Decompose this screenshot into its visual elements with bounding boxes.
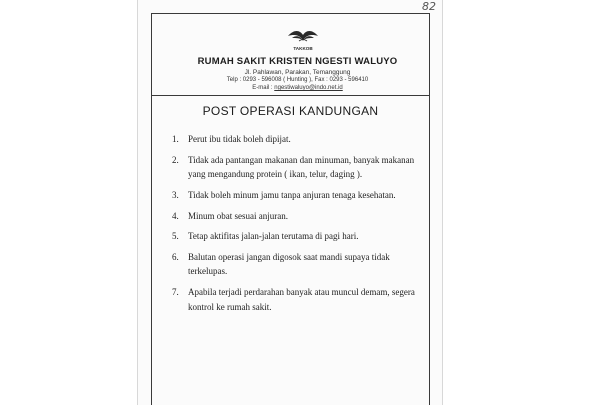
page-number: 82 bbox=[422, 0, 436, 13]
list-item bbox=[172, 188, 422, 203]
logo-text: TAKKOB bbox=[293, 46, 313, 51]
item-number: 4. bbox=[172, 210, 179, 221]
list-item bbox=[172, 132, 422, 147]
document-title: POST OPERASI KANDUNGAN bbox=[202, 104, 379, 118]
item-text: Tidak boleh minum jamu tanpa anjuran tenaga kesehatan. bbox=[188, 189, 396, 200]
hospital-email: ngestiwaluyo@indo.net.id bbox=[274, 85, 343, 91]
hospital-phone: Telp : 0293 - 596008 ( Hunting ), Fax : 0293 - 596410 bbox=[226, 77, 369, 83]
list-item bbox=[172, 209, 422, 224]
item-number: 1. bbox=[172, 134, 179, 144]
item-number: 2. bbox=[172, 154, 179, 165]
list-item bbox=[172, 229, 422, 244]
header-divider bbox=[151, 95, 430, 96]
hospital-name: RUMAH SAKIT KRISTEN NGESTI WALUYO bbox=[197, 56, 398, 67]
hospital-address: Jl. Pahlawan, Parakan, Temanggung bbox=[244, 69, 351, 76]
item-number: 3. bbox=[172, 189, 179, 200]
item-text: Perut ibu tidak boleh dipijat. bbox=[188, 134, 291, 144]
item-text: Minum obat sesuai anjuran. bbox=[188, 210, 288, 221]
item-number: 6. bbox=[172, 251, 179, 262]
item-number: 7. bbox=[172, 287, 179, 298]
item-text: Tidak ada pantangan makanan dan minuman, banyak makanan yang mengandung protein ( ikan, telur, daging ). bbox=[188, 154, 415, 180]
list-item bbox=[172, 153, 422, 182]
item-text: Tetap aktifitas jalan-jalan terutama di pagi hari. bbox=[188, 231, 359, 242]
hospital-email-line bbox=[138, 85, 442, 91]
instruction-list bbox=[172, 132, 422, 320]
list-item bbox=[172, 285, 422, 314]
hospital-logo bbox=[286, 25, 320, 53]
item-text: Balutan operasi jangan digosok saat mandi supaya tidak terkelupas. bbox=[188, 251, 390, 277]
document-page bbox=[137, 0, 443, 405]
item-text: Apabila terjadi perdarahan banyak atau muncul demam, segera kontrol ke rumah sakit. bbox=[188, 287, 415, 312]
item-number: 5. bbox=[172, 231, 179, 242]
list-item bbox=[172, 250, 422, 279]
email-label: E-mail : bbox=[252, 85, 275, 91]
